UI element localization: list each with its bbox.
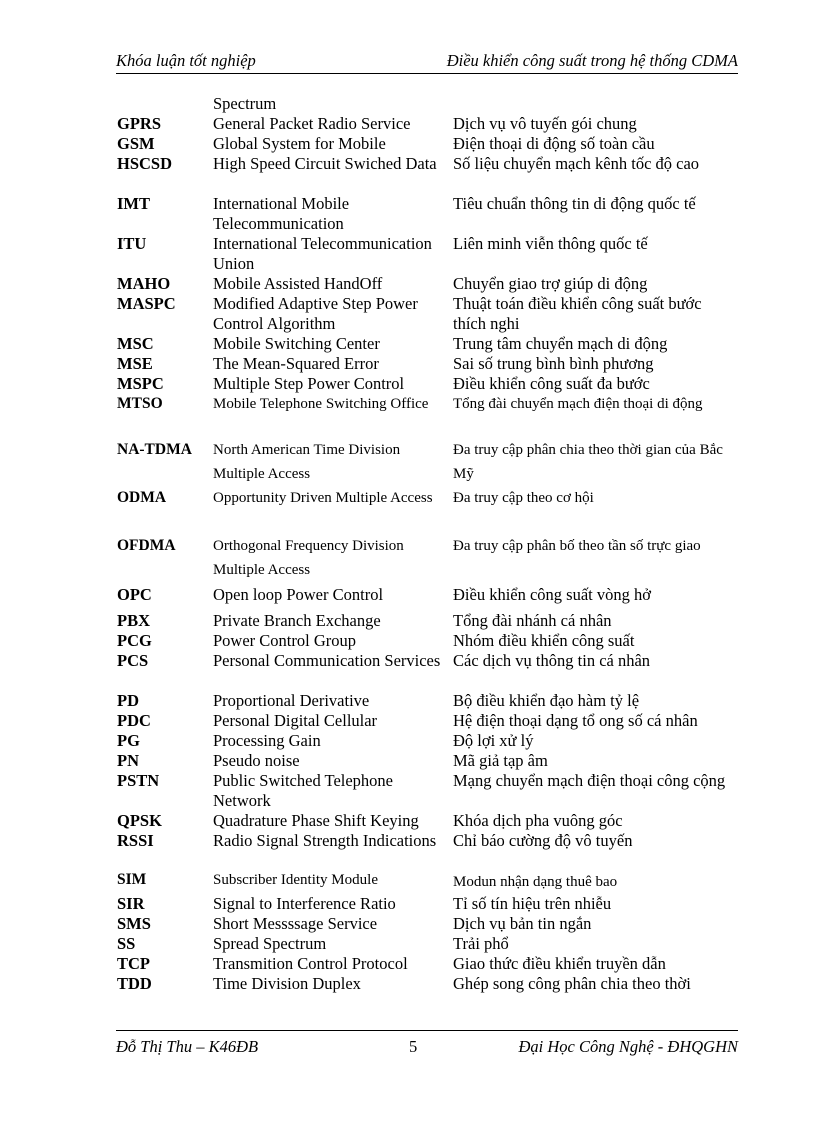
vietnamese-term: Dịch vụ bản tin ngắn	[453, 914, 592, 933]
english-term: Signal to Interference Ratio	[213, 894, 396, 913]
abbreviation: SIM	[117, 871, 147, 888]
abbreviation: TDD	[117, 974, 152, 993]
abbreviation: SS	[117, 934, 136, 953]
abbreviation: MAHO	[117, 274, 171, 293]
english-term: Processing Gain	[213, 731, 321, 750]
english-term: North American Time Division Multiple Access	[213, 442, 401, 482]
english-term: Mobile Assisted HandOff	[213, 274, 383, 293]
english-term: Radio Signal Strength Indications	[213, 831, 437, 850]
footer-university: Đại Học Công Nghệ - ĐHQGHN	[518, 1037, 738, 1056]
abbreviation: PN	[117, 751, 139, 770]
vietnamese-term: Bộ điều khiển đạo hàm tỷ lệ	[453, 691, 640, 710]
vietnamese-term: Liên minh viễn thông quốc tế	[453, 234, 648, 253]
abbreviation: MTSO	[117, 395, 163, 412]
footer-divider	[116, 1030, 738, 1031]
english-term: International Telecommunication Union	[213, 234, 432, 273]
english-term: Spread Spectrum	[213, 934, 327, 953]
english-term: Private Branch Exchange	[213, 611, 381, 630]
english-term: International Mobile Telecommunication	[213, 194, 350, 233]
abbreviation: PCG	[117, 631, 152, 650]
abbreviation: MSC	[117, 334, 154, 353]
vietnamese-term: Giao thức điều khiển truyền dẫn	[453, 954, 666, 973]
english-term: Quadrature Phase Shift Keying	[213, 811, 419, 830]
english-term: Multiple Step Power Control	[213, 374, 405, 393]
vietnamese-term: Dịch vụ vô tuyến gói chung	[453, 114, 637, 133]
vietnamese-term: Hệ điện thoại dạng tổ ong số cá nhân	[453, 711, 698, 730]
english-term: Power Control Group	[213, 631, 356, 650]
vietnamese-term: Modun nhận dạng thuê bao	[453, 874, 618, 890]
abbreviation: PDC	[117, 711, 151, 730]
abbreviation: PSTN	[117, 771, 160, 790]
english-term: General Packet Radio Service	[213, 114, 411, 133]
english-term: Spectrum	[213, 94, 277, 113]
vietnamese-term: Đa truy cập phân bố theo tần số trực giao	[453, 538, 701, 554]
vietnamese-term: Mã giả tạp âm	[453, 751, 548, 770]
abbreviation: PD	[117, 691, 139, 710]
vietnamese-term: Chỉ báo cường độ vô tuyến	[453, 831, 633, 850]
header-title: Điều khiển công suất trong hệ thống CDMA	[446, 51, 738, 70]
vietnamese-term: Thuật toán điều khiển công suất bước thích nghi	[453, 294, 702, 333]
vietnamese-term: Trung tâm chuyển mạch di động	[453, 334, 668, 353]
abbreviation: PG	[117, 731, 140, 750]
english-term: Subscriber Identity Module	[213, 872, 378, 888]
abbreviation: MSE	[117, 354, 153, 373]
abbreviation: MASPC	[117, 294, 176, 313]
header-divider	[116, 73, 738, 74]
vietnamese-term: Tiêu chuẩn thông tin di động quốc tế	[453, 194, 696, 213]
page-number: 5	[409, 1037, 418, 1056]
english-term: Mobile Switching Center	[213, 334, 380, 353]
vietnamese-term: Sai số trung bình bình phương	[453, 354, 654, 373]
vietnamese-term: Chuyển giao trợ giúp di động	[453, 274, 648, 293]
english-term: Orthogonal Frequency Division Multiple Access	[213, 538, 404, 578]
abbreviation: PBX	[117, 611, 150, 630]
english-term: Modified Adaptive Step Power Control Algorithm	[213, 294, 418, 333]
vietnamese-term: Khóa dịch pha vuông góc	[453, 811, 623, 830]
english-term: The Mean-Squared Error	[213, 354, 379, 373]
abbreviation: GPRS	[117, 114, 162, 133]
english-term: Public Switched Telephone Network	[213, 771, 394, 810]
english-term: Open loop Power Control	[213, 585, 384, 604]
abbreviation: ODMA	[117, 489, 167, 506]
english-term: Proportional Derivative	[213, 691, 370, 710]
page-header	[116, 51, 738, 73]
english-term: Pseudo noise	[213, 751, 300, 770]
vietnamese-term: Tổng đài chuyển mạch điện thoại di động	[453, 396, 703, 412]
abbreviation: OPC	[117, 585, 152, 604]
abbreviation: OFDMA	[117, 537, 176, 554]
english-term: Mobile Telephone Switching Office	[213, 396, 429, 412]
vietnamese-term: Trải phổ	[453, 934, 509, 953]
vietnamese-term: Đa truy cập theo cơ hội	[453, 490, 594, 506]
vietnamese-term: Tổng đài nhánh cá nhân	[453, 611, 612, 630]
vietnamese-term: Các dịch vụ thông tin cá nhân	[453, 651, 651, 670]
abbreviation: SIR	[117, 894, 145, 913]
english-term: Transmition Control Protocol	[213, 954, 408, 973]
vietnamese-term: Nhóm điều khiển công suất	[453, 631, 635, 650]
abbreviation: IMT	[117, 194, 150, 213]
abbreviation: TCP	[117, 954, 150, 973]
english-term: Short Messssage Service	[213, 914, 378, 933]
abbreviation: SMS	[117, 914, 151, 933]
vietnamese-term: Độ lợi xử lý	[453, 731, 534, 750]
vietnamese-term: Điện thoại di động số toàn cầu	[453, 134, 655, 153]
abbreviation: QPSK	[117, 811, 162, 830]
footer-author: Đỗ Thị Thu – K46ĐB	[116, 1037, 259, 1056]
header-thesis-label: Khóa luận tốt nghiệp	[116, 51, 256, 70]
english-term: Opportunity Driven Multiple Access	[213, 490, 433, 506]
abbreviation: HSCSD	[117, 154, 173, 173]
abbreviation: NA-TDMA	[117, 441, 192, 458]
vietnamese-term: Điều khiển công suất đa bước	[453, 374, 650, 393]
page-footer	[116, 1037, 738, 1059]
english-term: Global System for Mobile	[213, 134, 386, 153]
vietnamese-term: Tỉ số tín hiệu trên nhiễu	[453, 894, 612, 913]
english-term: High Speed Circuit Swiched Data	[213, 154, 437, 173]
abbreviation: ITU	[117, 234, 147, 253]
vietnamese-term: Đa truy cập phân chia theo thời gian của Bắc Mỹ	[453, 442, 723, 482]
abbreviation: GSM	[117, 134, 155, 153]
abbreviation: MSPC	[117, 374, 164, 393]
english-term: Personal Communication Services	[213, 651, 441, 670]
english-term: Personal Digital Cellular	[213, 711, 378, 730]
vietnamese-term: Mạng chuyển mạch điện thoại công cộng	[453, 771, 726, 790]
vietnamese-term: Ghép song công phân chia theo thời	[453, 974, 691, 993]
abbreviation: RSSI	[117, 831, 154, 850]
abbreviation: PCS	[117, 651, 149, 670]
vietnamese-term: Điều khiển công suất vòng hở	[453, 585, 651, 604]
english-term: Time Division Duplex	[213, 974, 361, 993]
vietnamese-term: Số liệu chuyển mạch kênh tốc độ cao	[453, 154, 700, 173]
